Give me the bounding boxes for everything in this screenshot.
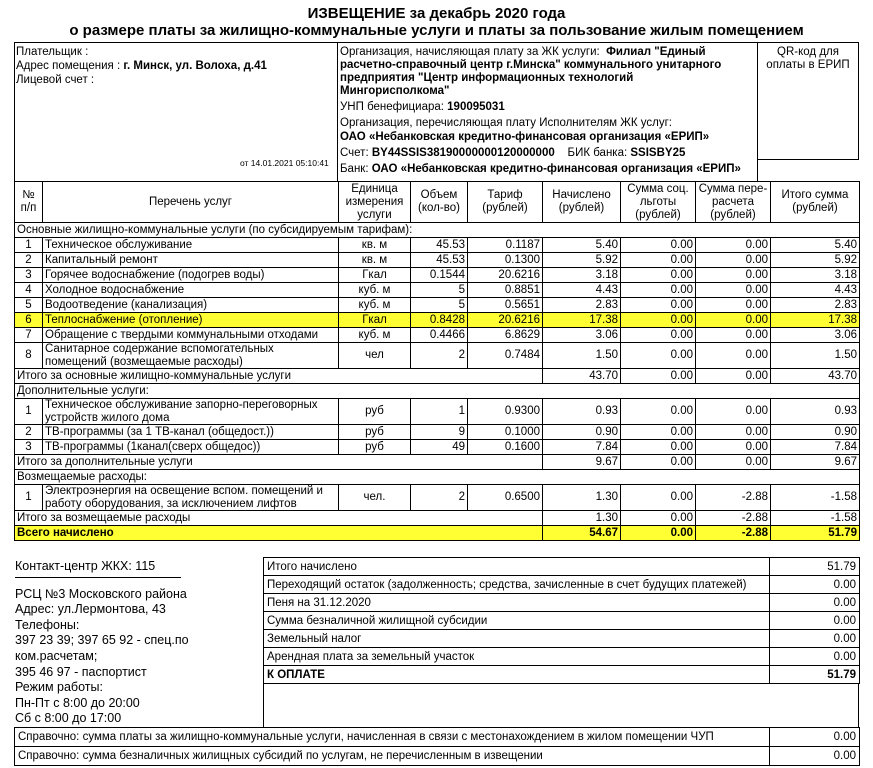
row-num: 4 [15, 283, 43, 298]
col-charged: Начислено (рублей) [543, 182, 621, 223]
summary-row [264, 576, 860, 594]
footer-label: Справочно: сумма платы за жилищно-коммунальные услуги, начисленная в связи с местонахождением в жилом помещении ЧУП [15, 728, 770, 747]
table-row [15, 425, 860, 440]
col-recalc: Сумма пере- расчета (рублей) [696, 182, 771, 223]
summary-value: 51.79 [770, 666, 860, 684]
row-service: Техническое обслуживание запорно-переговорных устройств жилого дома [43, 399, 339, 425]
summary-label: Арендная плата за земельный участок [264, 648, 770, 666]
total-recalc: 0.00 [696, 455, 771, 470]
row-volume: 45.53 [411, 238, 468, 253]
row-charged: 3.18 [543, 268, 621, 283]
row-service: Техническое обслуживание [43, 238, 339, 253]
row-volume: 0.8428 [411, 313, 468, 328]
row-benefit: 0.00 [621, 399, 696, 425]
summary-label: Переходящий остаток (задолженность; средства, зачисленные в счет будущих платежей) [264, 576, 770, 594]
row-service: Теплоснабжение (отопление) [43, 313, 339, 328]
section-basic [15, 223, 860, 238]
col-service: Перечень услуг [43, 182, 339, 223]
row-volume: 1 [411, 399, 468, 425]
table-row [15, 440, 860, 455]
row-num: 6 [15, 313, 43, 328]
row-charged: 0.93 [543, 399, 621, 425]
row-unit: чел [339, 343, 411, 369]
row-unit: руб [339, 440, 411, 455]
row-charged: 5.40 [543, 238, 621, 253]
row-charged: 17.38 [543, 313, 621, 328]
row-tariff: 6.8629 [468, 328, 543, 343]
total-label: Итого за возмещаемые расходы [15, 511, 543, 526]
row-tariff: 20.6216 [468, 313, 543, 328]
row-total: 5.92 [771, 253, 860, 268]
row-benefit: 0.00 [621, 238, 696, 253]
row-num: 5 [15, 298, 43, 313]
row-recalc: 0.00 [696, 283, 771, 298]
org-line2: расчетно-справочный центр г.Минска" коммунального унитарного [340, 59, 722, 71]
summary-value: 0.00 [770, 630, 860, 648]
row-service: ТВ-программы (1канал(сверх общедос)) [43, 440, 339, 455]
recv-value: ОАО «Небанковская кредитно-финансовая организация «ЕРИП» [340, 131, 710, 143]
total-sum: 9.67 [771, 455, 860, 470]
contact-line: Контакт-центр ЖКХ: 115 [15, 559, 181, 578]
row-tariff: 0.7484 [468, 343, 543, 369]
footer-value: 0.00 [770, 747, 860, 766]
row-num: 1 [15, 238, 43, 253]
table-row [15, 298, 860, 313]
row-unit: руб [339, 425, 411, 440]
notice-date: от 14.01.2021 05:10:41 [240, 158, 329, 168]
row-recalc: 0.00 [696, 298, 771, 313]
section-label: Дополнительные услуги: [15, 384, 860, 399]
total-benefit: 0.00 [621, 511, 696, 526]
row-recalc: 0.00 [696, 399, 771, 425]
col-num: № п/п [15, 182, 43, 223]
reference-table [14, 727, 860, 766]
total-charged: 43.70 [543, 369, 621, 384]
contact-line: 395 46 97 - паспортист [15, 664, 147, 679]
row-service: Электроэнергия на освещение вспом. помещений и работу оборудования, за исключением лифтов [43, 485, 339, 511]
footer-value: 0.00 [770, 728, 860, 747]
total-recalc: 0.00 [696, 369, 771, 384]
org-line4: Мингорисполкома" [340, 85, 450, 97]
basic-total-row [15, 369, 860, 384]
row-service: Обращение с твердыми коммунальными отходами [43, 328, 339, 343]
reimb-total-row [15, 511, 860, 526]
summary-label: Земельный налог [264, 630, 770, 648]
row-tariff: 0.1300 [468, 253, 543, 268]
total-label: Итого за основные жилищно-коммунальные услуги [15, 369, 543, 384]
row-charged: 5.92 [543, 253, 621, 268]
account-row: Счет: BY44SSIS38190000000120000000 БИК банка: SSISBY25 [340, 147, 686, 159]
row-unit: чел. [339, 485, 411, 511]
row-total: 17.38 [771, 313, 860, 328]
contact-line: 397 23 39; 397 65 92 - спец.по [15, 633, 189, 648]
row-num: 3 [15, 268, 43, 283]
summary-row [264, 666, 860, 684]
grand-total-row [15, 526, 860, 541]
row-unit: кв. м [339, 238, 411, 253]
contact-block [15, 559, 260, 727]
row-volume: 5 [411, 298, 468, 313]
section-additional [15, 384, 860, 399]
address-row: Адрес помещения : г. Минск, ул. Волоха, д.41 [16, 60, 267, 72]
row-total: 1.50 [771, 343, 860, 369]
grand-total-sum: 51.79 [771, 526, 860, 541]
row-unit: Гкал [339, 313, 411, 328]
col-volume: Объем (кол-во) [411, 182, 468, 223]
notice-title: ИЗВЕЩЕНИЕ за декабрь 2020 года [307, 5, 566, 22]
row-volume: 2 [411, 485, 468, 511]
bank-row: Банк: ОАО «Небанковская кредитно-финансовая организация «ЕРИП» [340, 163, 741, 175]
row-recalc: 0.00 [696, 253, 771, 268]
table-row [15, 268, 860, 283]
summary-row [264, 648, 860, 666]
footer-row [15, 747, 860, 766]
contact-line: Сб с 8:00 до 17:00 [15, 711, 122, 726]
total-sum: 43.70 [771, 369, 860, 384]
row-benefit: 0.00 [621, 268, 696, 283]
table-row [15, 399, 860, 425]
contact-line: Пн-Пт с 8:00 до 20:00 [15, 695, 140, 710]
row-total: 7.84 [771, 440, 860, 455]
row-num: 2 [15, 425, 43, 440]
row-unit: куб. м [339, 328, 411, 343]
row-total: 0.93 [771, 399, 860, 425]
total-label: Итого за дополнительные услуги [15, 455, 543, 470]
row-benefit: 0.00 [621, 253, 696, 268]
qr-label-1: QR-код для [777, 46, 839, 58]
row-num: 2 [15, 253, 43, 268]
summary-label: Итого начислено [264, 558, 770, 576]
col-tariff: Тариф (рублей) [468, 182, 543, 223]
col-total: Итого сумма (рублей) [771, 182, 860, 223]
row-volume: 2 [411, 343, 468, 369]
recv-label: Организация, перечисляющая плату Исполнителям ЖК услуг: [340, 117, 673, 129]
row-service: ТВ-программы (за 1 ТВ-канал (общедост.)) [43, 425, 339, 440]
row-unit: кв. м [339, 253, 411, 268]
grand-total-label: Всего начислено [15, 526, 543, 541]
summary-value: 0.00 [770, 612, 860, 630]
summary-row [264, 630, 860, 648]
row-total: 5.40 [771, 238, 860, 253]
table-row [15, 283, 860, 298]
footer-row [15, 728, 860, 747]
row-service: Водоотведение (канализация) [43, 298, 339, 313]
row-unit: куб. м [339, 283, 411, 298]
account-label: Лицевой счет : [16, 74, 95, 86]
row-total: 3.06 [771, 328, 860, 343]
row-volume: 45.53 [411, 253, 468, 268]
table-row [15, 313, 860, 328]
row-service: Капитальный ремонт [43, 253, 339, 268]
contact-line: Адрес: ул.Лермонтова, 43 [15, 602, 166, 617]
row-volume: 9 [411, 425, 468, 440]
row-num: 3 [15, 440, 43, 455]
row-tariff: 0.9300 [468, 399, 543, 425]
summary-table [263, 557, 860, 684]
summary-value: 51.79 [770, 558, 860, 576]
table-row [15, 253, 860, 268]
additional-total-row [15, 455, 860, 470]
row-tariff: 0.8851 [468, 283, 543, 298]
total-benefit: 0.00 [621, 369, 696, 384]
org-line3: предприятия "Центр информационных технологий [340, 72, 634, 84]
summary-label: Пеня на 31.12.2020 [264, 594, 770, 612]
section-reimbursable [15, 470, 860, 485]
summary-row [264, 558, 860, 576]
total-sum: -1.58 [771, 511, 860, 526]
table-row [15, 328, 860, 343]
services-table [14, 181, 860, 541]
row-recalc: 0.00 [696, 238, 771, 253]
table-row [15, 485, 860, 511]
contact-line: РСЦ №3 Московского района [15, 586, 187, 601]
row-tariff: 0.1600 [468, 440, 543, 455]
row-charged: 1.50 [543, 343, 621, 369]
table-header [15, 182, 860, 223]
total-charged: 1.30 [543, 511, 621, 526]
row-total: 0.90 [771, 425, 860, 440]
row-benefit: 0.00 [621, 313, 696, 328]
row-recalc: 0.00 [696, 313, 771, 328]
row-tariff: 0.1000 [468, 425, 543, 440]
row-num: 8 [15, 343, 43, 369]
qr-label-2: оплаты в ЕРИП [766, 59, 850, 71]
row-num: 7 [15, 328, 43, 343]
summary-label: Сумма безналичной жилищной субсидии [264, 612, 770, 630]
row-benefit: 0.00 [621, 485, 696, 511]
footer-label: Справочно: сумма безналичных жилищных субсидий по услугам, не перечисленным в извещении [15, 747, 770, 766]
row-recalc: 0.00 [696, 440, 771, 455]
contact-line: ком.расчетам; [15, 648, 98, 663]
row-tariff: 0.5651 [468, 298, 543, 313]
row-unit: куб. м [339, 298, 411, 313]
row-recalc: 0.00 [696, 328, 771, 343]
section-label: Возмещаемые расходы: [15, 470, 860, 485]
table-row [15, 238, 860, 253]
row-num: 1 [15, 485, 43, 511]
row-tariff: 0.6500 [468, 485, 543, 511]
col-unit: Единица измерения услуги [339, 182, 411, 223]
row-charged: 0.90 [543, 425, 621, 440]
row-benefit: 0.00 [621, 425, 696, 440]
row-total: 4.43 [771, 283, 860, 298]
row-volume: 5 [411, 283, 468, 298]
row-tariff: 0.1187 [468, 238, 543, 253]
row-recalc: 0.00 [696, 268, 771, 283]
row-num: 1 [15, 399, 43, 425]
summary-row [264, 594, 860, 612]
row-service: Горячее водоснабжение (подогрев воды) [43, 268, 339, 283]
col-benefit: Сумма соц. льготы (рублей) [621, 182, 696, 223]
table-row [15, 343, 860, 369]
row-benefit: 0.00 [621, 298, 696, 313]
payer-label: Плательщик : [16, 46, 89, 58]
row-recalc: 0.00 [696, 343, 771, 369]
row-charged: 7.84 [543, 440, 621, 455]
summary-row [264, 612, 860, 630]
row-benefit: 0.00 [621, 440, 696, 455]
grand-total-charged: 54.67 [543, 526, 621, 541]
row-total: -1.58 [771, 485, 860, 511]
row-volume: 0.4466 [411, 328, 468, 343]
notice-subtitle: о размере платы за жилищно-коммунальные услуги и платы за пользование жилым помещением [69, 22, 804, 39]
summary-spacer [263, 684, 859, 728]
section-label: Основные жилищно-коммунальные услуги (по субсидируемым тарифам): [15, 223, 860, 238]
row-total: 3.18 [771, 268, 860, 283]
total-benefit: 0.00 [621, 455, 696, 470]
row-benefit: 0.00 [621, 343, 696, 369]
row-unit: Гкал [339, 268, 411, 283]
row-charged: 4.43 [543, 283, 621, 298]
row-total: 2.83 [771, 298, 860, 313]
row-recalc: 0.00 [696, 425, 771, 440]
summary-value: 0.00 [770, 594, 860, 612]
row-benefit: 0.00 [621, 283, 696, 298]
row-service: Холодное водоснабжение [43, 283, 339, 298]
total-recalc: -2.88 [696, 511, 771, 526]
row-charged: 2.83 [543, 298, 621, 313]
summary-value: 0.00 [770, 576, 860, 594]
summary-value: 0.00 [770, 648, 860, 666]
grand-total-recalc: -2.88 [696, 526, 771, 541]
total-charged: 9.67 [543, 455, 621, 470]
row-benefit: 0.00 [621, 328, 696, 343]
row-unit: руб [339, 399, 411, 425]
unp-row: УНП бенефициара: 190095031 [340, 101, 505, 113]
row-tariff: 20.6216 [468, 268, 543, 283]
grand-total-benefit: 0.00 [621, 526, 696, 541]
row-service: Санитарное содержание вспомогательных помещений (возмещаемые расходы) [43, 343, 339, 369]
row-recalc: -2.88 [696, 485, 771, 511]
contact-line: Режим работы: [15, 680, 103, 695]
contact-line: Телефоны: [15, 617, 80, 632]
row-charged: 3.06 [543, 328, 621, 343]
row-volume: 49 [411, 440, 468, 455]
summary-label: К ОПЛАТЕ [264, 666, 770, 684]
org-line1: Организация, начисляющая плату за ЖК услуги: Филиал "Единый [340, 46, 706, 58]
row-volume: 0.1544 [411, 268, 468, 283]
row-charged: 1.30 [543, 485, 621, 511]
